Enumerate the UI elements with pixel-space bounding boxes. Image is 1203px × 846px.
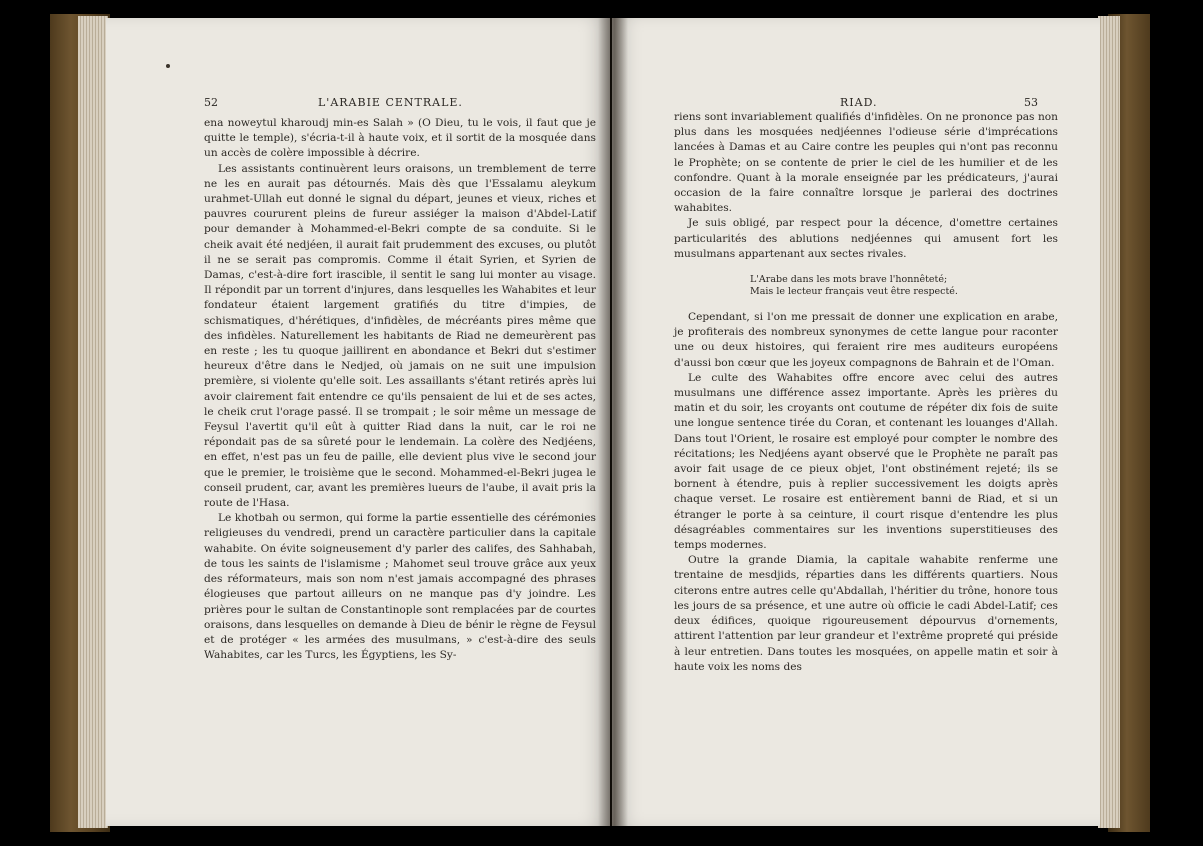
paragraph: Le khotbah ou sermon, qui forme la partie essentielle des cérémonies religieuses du vendredi, prend un caractère particulier dans la capitale wahabite. On évite soigneusement d'y parler des califes, des Sahhabah, de tous les saints de l'islamisme ; Mahomet seul trouve grâce aux yeux des réformateurs, mais son nom n'est jamais accompagné des phrases élogieuses que partout ailleurs on ne manque pas d'y joindre. Les prières pour le sultan de Constantinople sont remplacées par de courtes oraisons, dans lesquelles on demande à Dieu de bénir le règne de Feysul et de protéger « les armées des musulmans, » c'est-à-dire des seuls Wahabites, car les Turcs, les Égyptiens, les Sy- [204,512,596,662]
left-page-body [204,116,596,663]
verse-line: Mais le lecteur français veut être respecté. [750,286,958,298]
book-gutter [598,18,628,826]
paragraph: Je suis obligé, par respect pour la décence, d'omettre certaines particularités des ablutions nedjéennes qui amusent fort les musulmans appartenant aux sectes rivales. [674,217,1058,260]
verse-line: L'Arabe dans les mots brave l'honnêteté; [750,274,948,286]
running-head: L'ARABIE CENTRALE. [318,96,463,109]
paragraph: Le culte des Wahabites offre encore avec celui des autres musulmans une différence assez importante. Après les prières du matin et du soir, les croyants ont coutume de répéter dix fois de suite une longue sentence tirée du Coran, et contenant les louanges d'Allah. Dans tout l'Orient, le rosaire est employé pour compter le nombre des récitations; les Nedjéens ayant observé que le Prophète ne paraît pas avoir fait usage de ce pieux objet, l'ont obstinément rejeté; ils se bornent à étendre, puis à replier successivement les doigts après chaque verset. Le rosaire est entièrement banni de Riad, et si un étranger le porte à sa ceinture, il court risque d'entendre les plus désagréables commentaires sur les inventions superstitieuses des temps modernes. [674,371,1058,552]
paragraph: enа noweytul kharoudj min-es Salah » (O Dieu, tu le vois, il faut que je quitte le temple), s'écria-t-il à haute voix, et il sortit de la mosquée dans un accès de colère impossible à décrire. [204,117,596,160]
verse-quote [674,274,1058,298]
left-page [106,18,610,826]
running-head: RIAD. [840,96,878,109]
page-edges-left [78,16,108,828]
right-page [612,18,1100,826]
page-number: 52 [204,96,218,109]
ink-speck [166,64,170,68]
page-number: 53 [1024,96,1038,109]
paragraph: Cependant, si l'on me pressait de donner une explication en arabe, je profiterais des nombreux synonymes de cette langue pour raconter une ou deux histoires, qui feraient rire mes auditeurs européens d'aussi bon cœur que les joyeux compagnons de Bahrain et de l'Oman. [674,311,1058,369]
right-page-body [674,110,1058,675]
paragraph: riens sont invariablement qualifiés d'infidèles. On ne prononce pas non plus dans les mosquées nedjéennes l'odieuse série d'imprécations lancées à Damas et au Caire contre les peuples qui n'ont pas reconnu le Prophète; on se contente de prier le ciel de les humilier et de les confondre. Quant à la morale enseignée par les prédicateurs, j'aurai occasion de la faire connaître lorsque je parlerai des doctrines wahabites. [674,111,1058,215]
paragraph: Les assistants continuèrent leurs oraisons, un tremblement de terre ne les en aurait pas détournés. Mais dès que l'Essalamu aleykum urahmet-Ullah eut donné le signal du départ, jeunes et vieux, riches et pauvres coururent pleins de fureur assiéger la maison d'Abdel-Latif pour demander à Mohammed-el-Bekri compte de sa conduite. Si le cheik avait été nedjéen, il aurait fait prudemment des excuses, ou plutôt il ne se serait pas compromis. Comme il était Syrien, et Syrien de Damas, c'est-à-dire fort irascible, il sentit le sang lui monter au visage. Il répondit par un torrent d'injures, dans lesquelles les Wahabites et leur fondateur étaient largement gratifiés du titre d'impies, de schismatiques, d'hérétiques, d'infidèles, de mécréants pires même que des infidèles. Naturellement les habitants de Riad ne demeurèrent pas en reste ; les tu quoque jaillirent en abondance et Bekri dut s'estimer heureux d'être dans le Nedjed, où jamais on ne suit une impulsion première, si violente qu'elle soit. Les assaillants s'étant retirés après lui avoir clairement fait entendre ce qu'ils pensaient de lui et de ses actes, le cheik crut l'orage passé. Il se trompait ; le soir même un message de Feysul l'avertit qu'il eût à quitter Riad dans la nuit, car le roi ne répondait pas de sa sûreté pour le lendemain. La colère des Nedjéens, en effet, n'est pas un feu de paille, elle devient plus vive le second jour que le premier, le troisième que le second. Mohammed-el-Bekri jugea le conseil prudent, car, avant les premières lueurs de l'aube, il avait pris la route de l'Hasa. [204,162,596,510]
page-edges-right [1098,16,1120,828]
paragraph: Outre la grande Diamia, la capitale wahabite renferme une trentaine de mesdjids, réparties dans les différents quartiers. Nous citerons entre autres celle qu'Abdallah, l'héritier du trône, honore tous les jours de sa présence, et une autre où officie le cadi Abdel-Latif; ces deux édifices, quoique rigoureusement dépourvus d'ornements, attirent l'attention par leur grandeur et l'extrême propreté qui préside à leur entretien. Dans toutes les mosquées, on appelle matin et soir à haute voix les noms des [674,554,1058,673]
